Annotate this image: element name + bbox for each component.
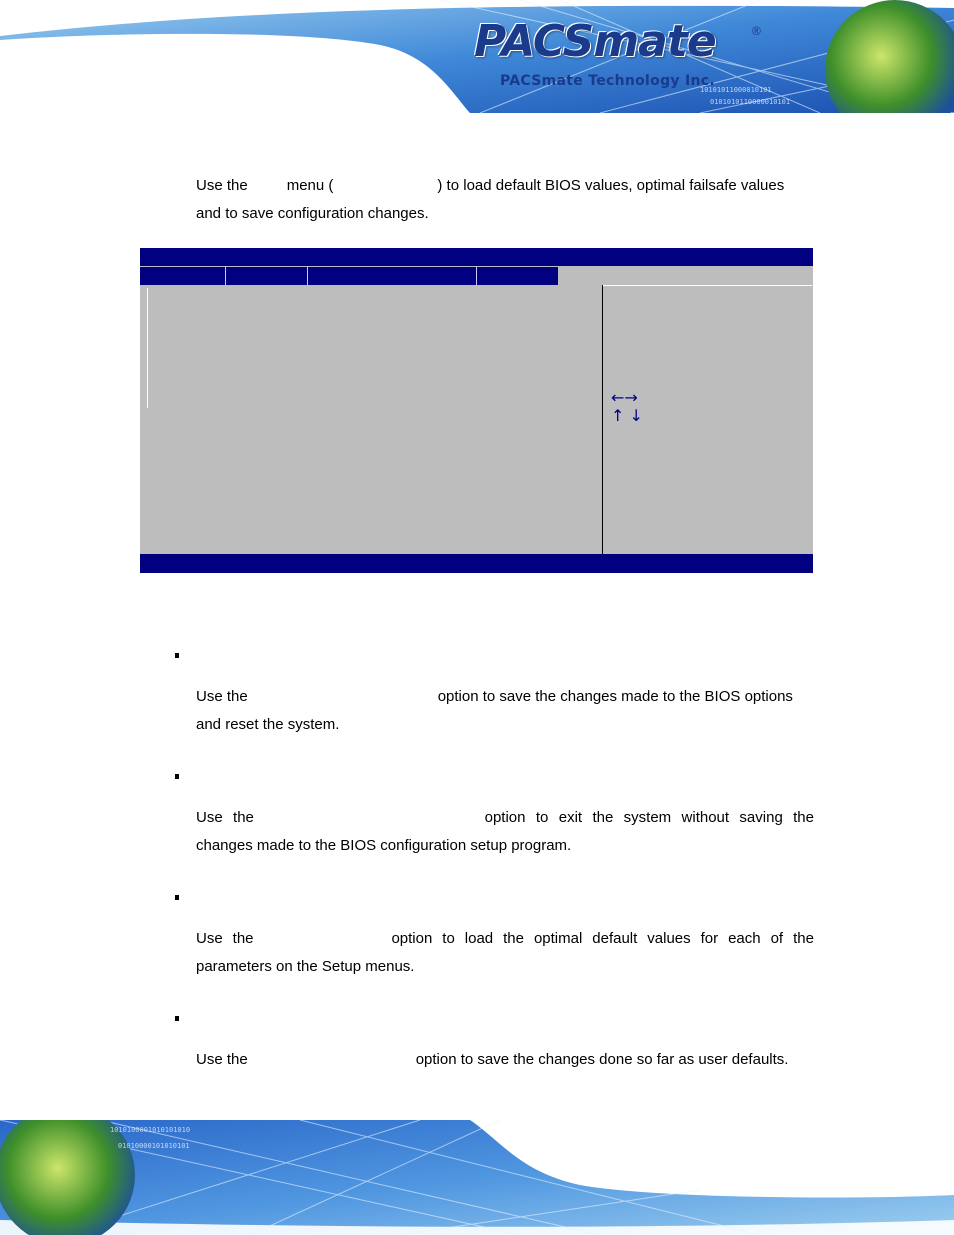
word: of — [770, 930, 784, 947]
bios-title-bar — [140, 248, 813, 266]
footer-globe-graphic — [0, 1120, 954, 1235]
bullet-marker — [175, 653, 179, 658]
option-line-1 — [196, 1046, 814, 1074]
word: system — [623, 809, 672, 826]
tab-divider — [225, 267, 226, 285]
header-banner — [0, 0, 954, 113]
word: exit — [558, 809, 583, 826]
option-name-gap — [264, 804, 474, 832]
option-text-a: Use the — [196, 688, 248, 705]
option-name-gap — [263, 925, 381, 953]
bullet-marker — [175, 1016, 179, 1021]
option-line-1 — [196, 925, 814, 953]
svg-text:10101011000010101: 10101011000010101 — [700, 86, 772, 94]
registered-mark: ® — [752, 24, 761, 38]
option-line-1 — [196, 683, 814, 711]
footer-banner — [0, 1120, 954, 1235]
option-text-b: option to save the changes made to the BIOS options — [437, 688, 793, 705]
word: without — [681, 809, 730, 826]
word: to — [442, 930, 455, 947]
intro-text-b: menu ( — [286, 177, 334, 194]
option-description — [196, 804, 814, 860]
word: the — [793, 809, 814, 826]
word: optimal — [533, 930, 583, 947]
option-line-1 — [196, 804, 814, 832]
word: option — [391, 930, 433, 947]
logo-wordmark: PACSmate — [474, 16, 716, 67]
word: default — [592, 930, 638, 947]
word: saving — [739, 809, 783, 826]
word: the — [232, 930, 254, 947]
tab-divider — [476, 267, 477, 285]
svg-text:01010000101010101: 01010000101010101 — [118, 1142, 190, 1150]
bios-help-frame — [603, 285, 812, 286]
bios-status-bar — [140, 554, 813, 573]
tab-divider — [307, 267, 308, 285]
word: values — [647, 930, 691, 947]
intro-text-c: ) to load default BIOS values, optimal failsafe values — [437, 177, 785, 194]
word: the — [592, 809, 614, 826]
intro-line-2: and to save configuration changes. — [196, 205, 429, 222]
word: the — [793, 930, 814, 947]
bios-menu-tabs — [140, 267, 558, 285]
bios-panel-divider — [602, 285, 603, 554]
left-right-arrow-icon: ←→ — [611, 388, 638, 407]
company-name: PACSmate Technology Inc. — [500, 73, 715, 89]
svg-text:0101010110000010101: 0101010110000010101 — [710, 98, 791, 106]
word: the — [503, 930, 524, 947]
word: each — [728, 930, 761, 947]
word: Use — [196, 930, 223, 947]
svg-text:1010100001010101010: 1010100001010101010 — [110, 1126, 191, 1134]
word: to — [535, 809, 549, 826]
option-text-a: Use the — [196, 1051, 248, 1068]
word: load — [464, 930, 494, 947]
intro-text-a: Use the — [196, 177, 248, 194]
word: Use — [196, 809, 223, 826]
word: the — [233, 809, 254, 826]
bios-exit-menu-screen — [140, 248, 813, 573]
bios-left-frame — [147, 288, 148, 408]
up-down-arrow-icon: ↑ ↓ — [611, 406, 643, 425]
bullet-marker — [175, 774, 179, 779]
bios-nav-help — [611, 389, 643, 425]
word: option — [484, 809, 526, 826]
word: for — [700, 930, 719, 947]
option-text-b: option to save the changes done so far as user defaults. — [415, 1051, 789, 1068]
intro-paragraph — [196, 172, 814, 228]
intro-line-1 — [196, 172, 814, 200]
bullet-marker — [175, 895, 179, 900]
option-description — [196, 925, 814, 981]
option-description — [196, 1046, 814, 1074]
option-line-2: changes made to the BIOS configuration setup program. — [196, 837, 572, 854]
option-line-2: parameters on the Setup menus. — [196, 958, 415, 975]
option-description — [196, 683, 814, 739]
option-line-2: and reset the system. — [196, 716, 340, 733]
